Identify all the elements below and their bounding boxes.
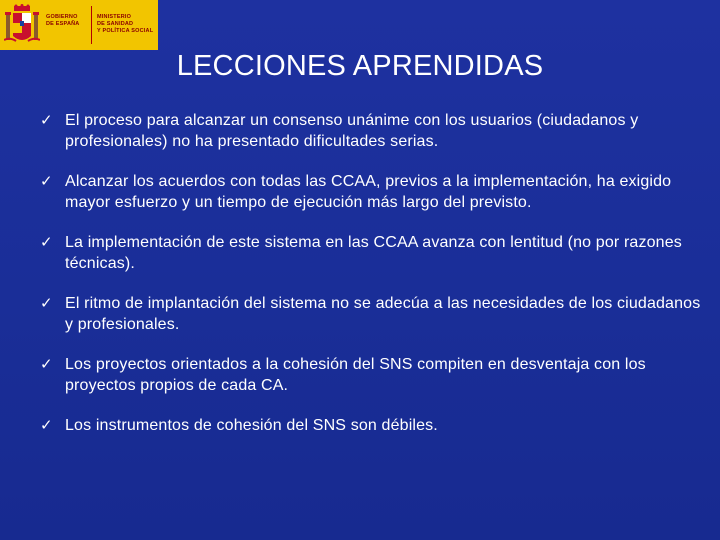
checkmark-icon: ✓	[40, 417, 53, 434]
coat-of-arms-icon	[4, 4, 40, 46]
bullet-text: Alcanzar los acuerdos con todas las CCAA, previos a la implementación, ha exigido mayor esfuerzo y un tiempo de ejecución más largo del previsto.	[65, 173, 672, 211]
logo-text-government: GOBIERNO DE ESPAÑA	[46, 14, 80, 27]
logo-divider	[91, 6, 92, 44]
checkmark-icon: ✓	[40, 295, 53, 312]
bullet-text: El proceso para alcanzar un consenso unánime con los usuarios (ciudadanos y profesionales) no ha presentado dificultades serias.	[65, 112, 639, 150]
bullet-text: La implementación de este sistema en las CCAA avanza con lentitud (no por razones técnicas).	[65, 234, 682, 272]
bullet-item	[14, 415, 704, 436]
checkmark-icon: ✓	[40, 356, 53, 373]
bullet-text: El ritmo de implantación del sistema no se adecúa a las necesidades de los ciudadanos y profesionales.	[65, 295, 701, 333]
government-logo	[0, 0, 158, 50]
checkmark-icon: ✓	[40, 112, 53, 129]
bullet-item	[14, 110, 704, 152]
logo-text-ministry: MINISTERIO DE SANIDAD Y POLÍTICA SOCIAL	[97, 14, 154, 34]
bullet-item	[14, 232, 704, 274]
slide-title-text: LECCIONES APRENDIDAS	[176, 50, 544, 82]
slide-title	[0, 50, 720, 83]
bullet-text: Los instrumentos de cohesión del SNS son débiles.	[65, 417, 438, 434]
bullet-text: Los proyectos orientados a la cohesión del SNS compiten en desventaja con los proyectos propios de cada CA.	[65, 356, 646, 394]
bullet-item	[14, 354, 704, 396]
bullet-item	[14, 171, 704, 213]
checkmark-icon: ✓	[40, 173, 53, 190]
checkmark-icon: ✓	[40, 234, 53, 251]
bullet-list	[14, 110, 704, 436]
bullet-item	[14, 293, 704, 335]
